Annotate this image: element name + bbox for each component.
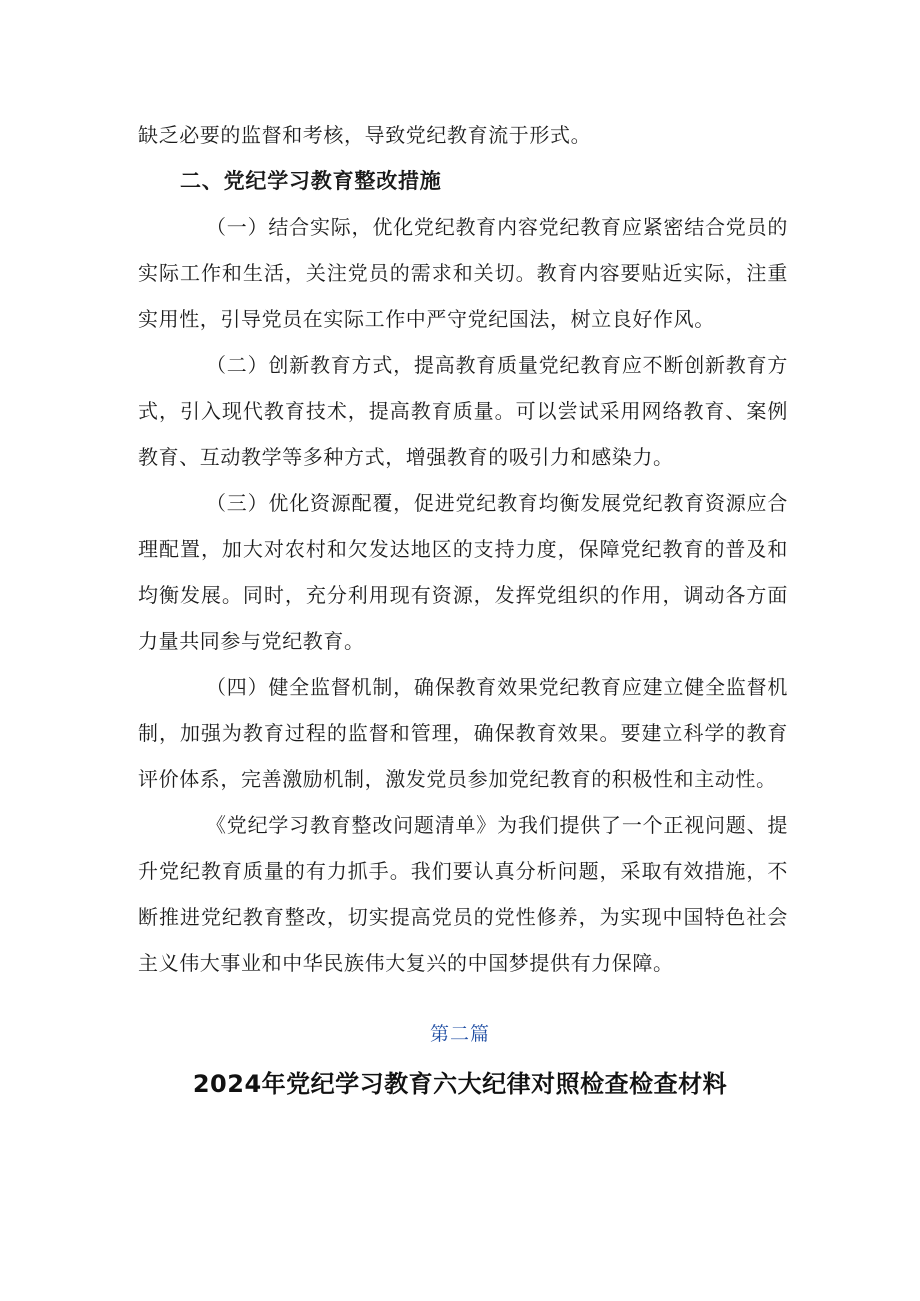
document-body	[138, 112, 788, 986]
document-title: 2024年党纪学习教育六大纪律对照检查检查材料	[192, 1070, 728, 1098]
paragraph-measure-4: （四）健全监督机制，确保教育效果党纪教育应建立健全监督机制，加强为教育过程的监督和管理，确保教育效果。要建立科学的教育评价体系，完善激励机制，激发党员参加党纪教育的积极性和主动性。	[138, 675, 788, 791]
carry-over-line: 缺乏必要的监督和考核，导致党纪教育流于形式。	[138, 123, 592, 147]
paragraph-measure-1: （一）结合实际，优化党纪教育内容党纪教育应紧密结合党员的实际工作和生活，关注党员的需求和关切。教育内容要贴近实际，注重实用性，引导党员在实际工作中严守党纪国法，树立良好作风。	[138, 215, 788, 331]
paragraph-conclusion: 《党纪学习教育整改问题清单》为我们提供了一个正视问题、提升党纪教育质量的有力抓手。我们要认真分析问题，采取有效措施，不断推进党纪教育整改，切实提高党员的党性修养，为实现中国特色社会主义伟大事业和中华民族伟大复兴的中国梦提供有力保障。	[138, 813, 788, 975]
paragraph-measure-3: （三）优化资源配覆，促进党纪教育均衡发展党纪教育资源应合理配置，加大对农村和欠发达地区的支持力度，保障党纪教育的普及和均衡发展。同时，充分利用现有资源，发挥党组织的作用，调动各方面力量共同参与党纪教育。	[138, 491, 788, 653]
section-heading: 二、党纪学习教育整改措施	[180, 169, 442, 193]
paragraph-measure-2: （二）创新教育方式，提高教育质量党纪教育应不断创新教育方式，引入现代教育技术，提高教育质量。可以尝试采用网络教育、案例教育、互动教学等多种方式，增强教育的吸引力和感染力。	[138, 353, 788, 469]
part-label: 第二篇	[429, 1023, 490, 1045]
